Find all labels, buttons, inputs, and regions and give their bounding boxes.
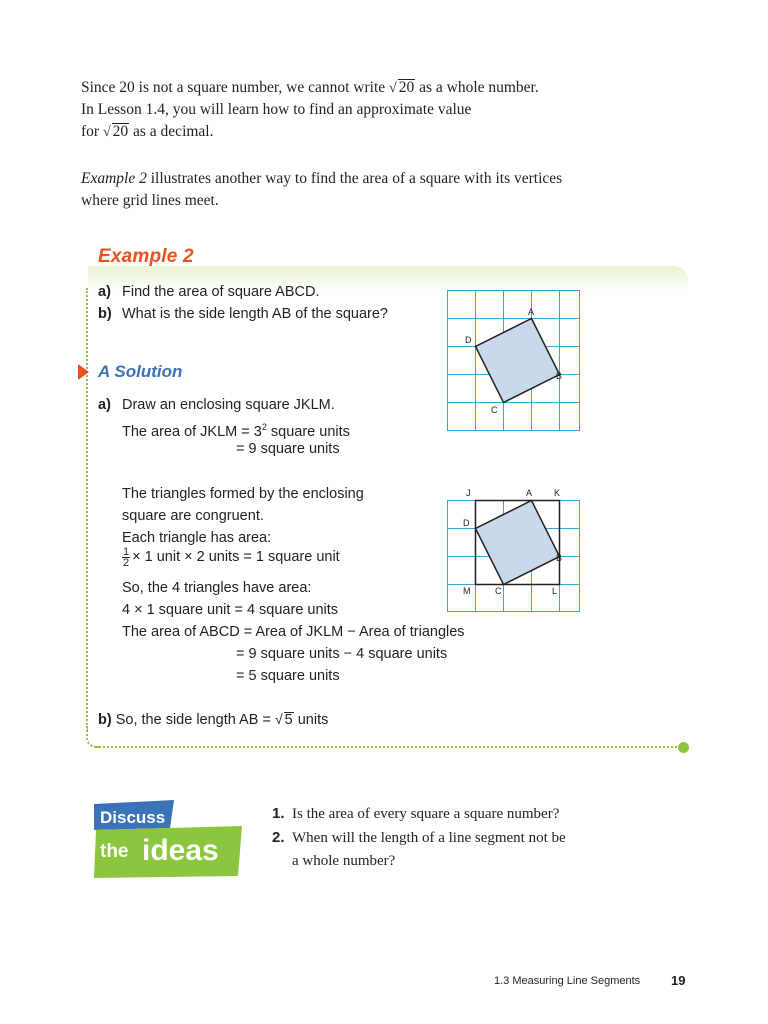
triangles-line-6: 4 × 1 square unit = 4 square units	[122, 602, 339, 618]
vertex-label-d: D	[465, 335, 472, 345]
vertex-label-j: J	[466, 488, 471, 498]
intro-line-1: Since 20 is not a square number, we cannot write √ 20 as a whole number.	[81, 79, 539, 96]
vertex-label-a: A	[526, 488, 533, 498]
example-border-left	[86, 288, 88, 728]
the-word: the	[100, 841, 129, 862]
triangles-line-1: The triangles formed by the enclosing	[122, 486, 364, 502]
triangles-line-5: So, the 4 triangles have area:	[122, 580, 312, 596]
vertex-label-b: B	[556, 553, 563, 563]
triangles-line-9: = 5 square units	[236, 668, 340, 684]
sqrt-symbol: √	[389, 81, 397, 96]
figure-square-abcd	[440, 285, 590, 435]
fraction-one-half: $\frac{1}{2}$	[123, 545, 130, 569]
square-abcd	[476, 501, 563, 585]
triangles-line-7: The area of ABCD = Area of JKLM − Area of triangles	[122, 624, 465, 640]
discuss-word: Discuss	[100, 808, 166, 827]
discuss-item-1: 1. Is the area of every square a square number?	[272, 805, 560, 822]
discuss-item-2-cont: a whole number?	[292, 853, 396, 869]
discuss-item-2: 2. When will the length of a line segment not be	[272, 829, 566, 846]
question-a: a) Find the area of square ABCD.	[98, 284, 320, 300]
solution-a-line-2: The area of JKLM = $3^2$ square units	[122, 422, 350, 440]
example-border-corner	[86, 728, 100, 748]
vertex-label-k: K	[554, 488, 561, 498]
solution-b: b) So, the side length AB = √ 5 units	[98, 711, 329, 728]
square-abcd	[476, 319, 563, 403]
intro-line-3: for √ 20 as a decimal.	[81, 123, 214, 140]
discuss-the-ideas-logo	[94, 800, 246, 880]
intro-line-2: In Lesson 1.4, you will learn how to find an approximate value	[81, 101, 472, 118]
vertex-label-c: C	[491, 405, 498, 415]
triangles-line-8: = 9 square units − 4 square units	[236, 646, 448, 662]
question-b: b) What is the side length AB of the square?	[98, 306, 388, 322]
example-end-dot	[678, 742, 689, 753]
sqrt-symbol: √	[274, 711, 283, 727]
discuss-list	[272, 802, 566, 873]
vertex-label-d: D	[463, 518, 470, 528]
sqrt-symbol: √	[102, 125, 111, 140]
vertex-label-a: A	[528, 307, 535, 317]
triangles-line-2: square are congruent.	[122, 508, 264, 524]
solution-title: A Solution	[98, 362, 183, 381]
example-border-bottom	[96, 746, 681, 748]
vertex-label-l: L	[552, 586, 558, 596]
intro-paragraph-2-line-2: where grid lines meet.	[81, 192, 219, 209]
footer-section-title: 1.3 Measuring Line Segments	[494, 975, 641, 987]
page-number: 19	[671, 973, 686, 988]
example-title: Example 2	[98, 246, 194, 267]
intro-paragraph-2: Example 2 illustrates another way to find the area of a square with its vertices	[81, 170, 563, 187]
triangles-line-4: $\frac{1}{2}$ × 1 unit × 2 units = 1 square unit	[123, 545, 340, 569]
vertex-label-b: B	[556, 371, 563, 381]
solution-a-line-3: = 9 square units	[236, 441, 340, 457]
solution-arrow-icon	[78, 364, 89, 380]
ideas-word: ideas	[142, 834, 219, 867]
solution-a-line-1: a) Draw an enclosing square JKLM.	[98, 397, 335, 413]
figure-enclosing-square-jklm	[440, 470, 590, 620]
vertex-label-c: C	[495, 586, 502, 596]
triangles-line-3: Each triangle has area:	[122, 530, 272, 546]
vertex-label-m: M	[463, 586, 471, 596]
